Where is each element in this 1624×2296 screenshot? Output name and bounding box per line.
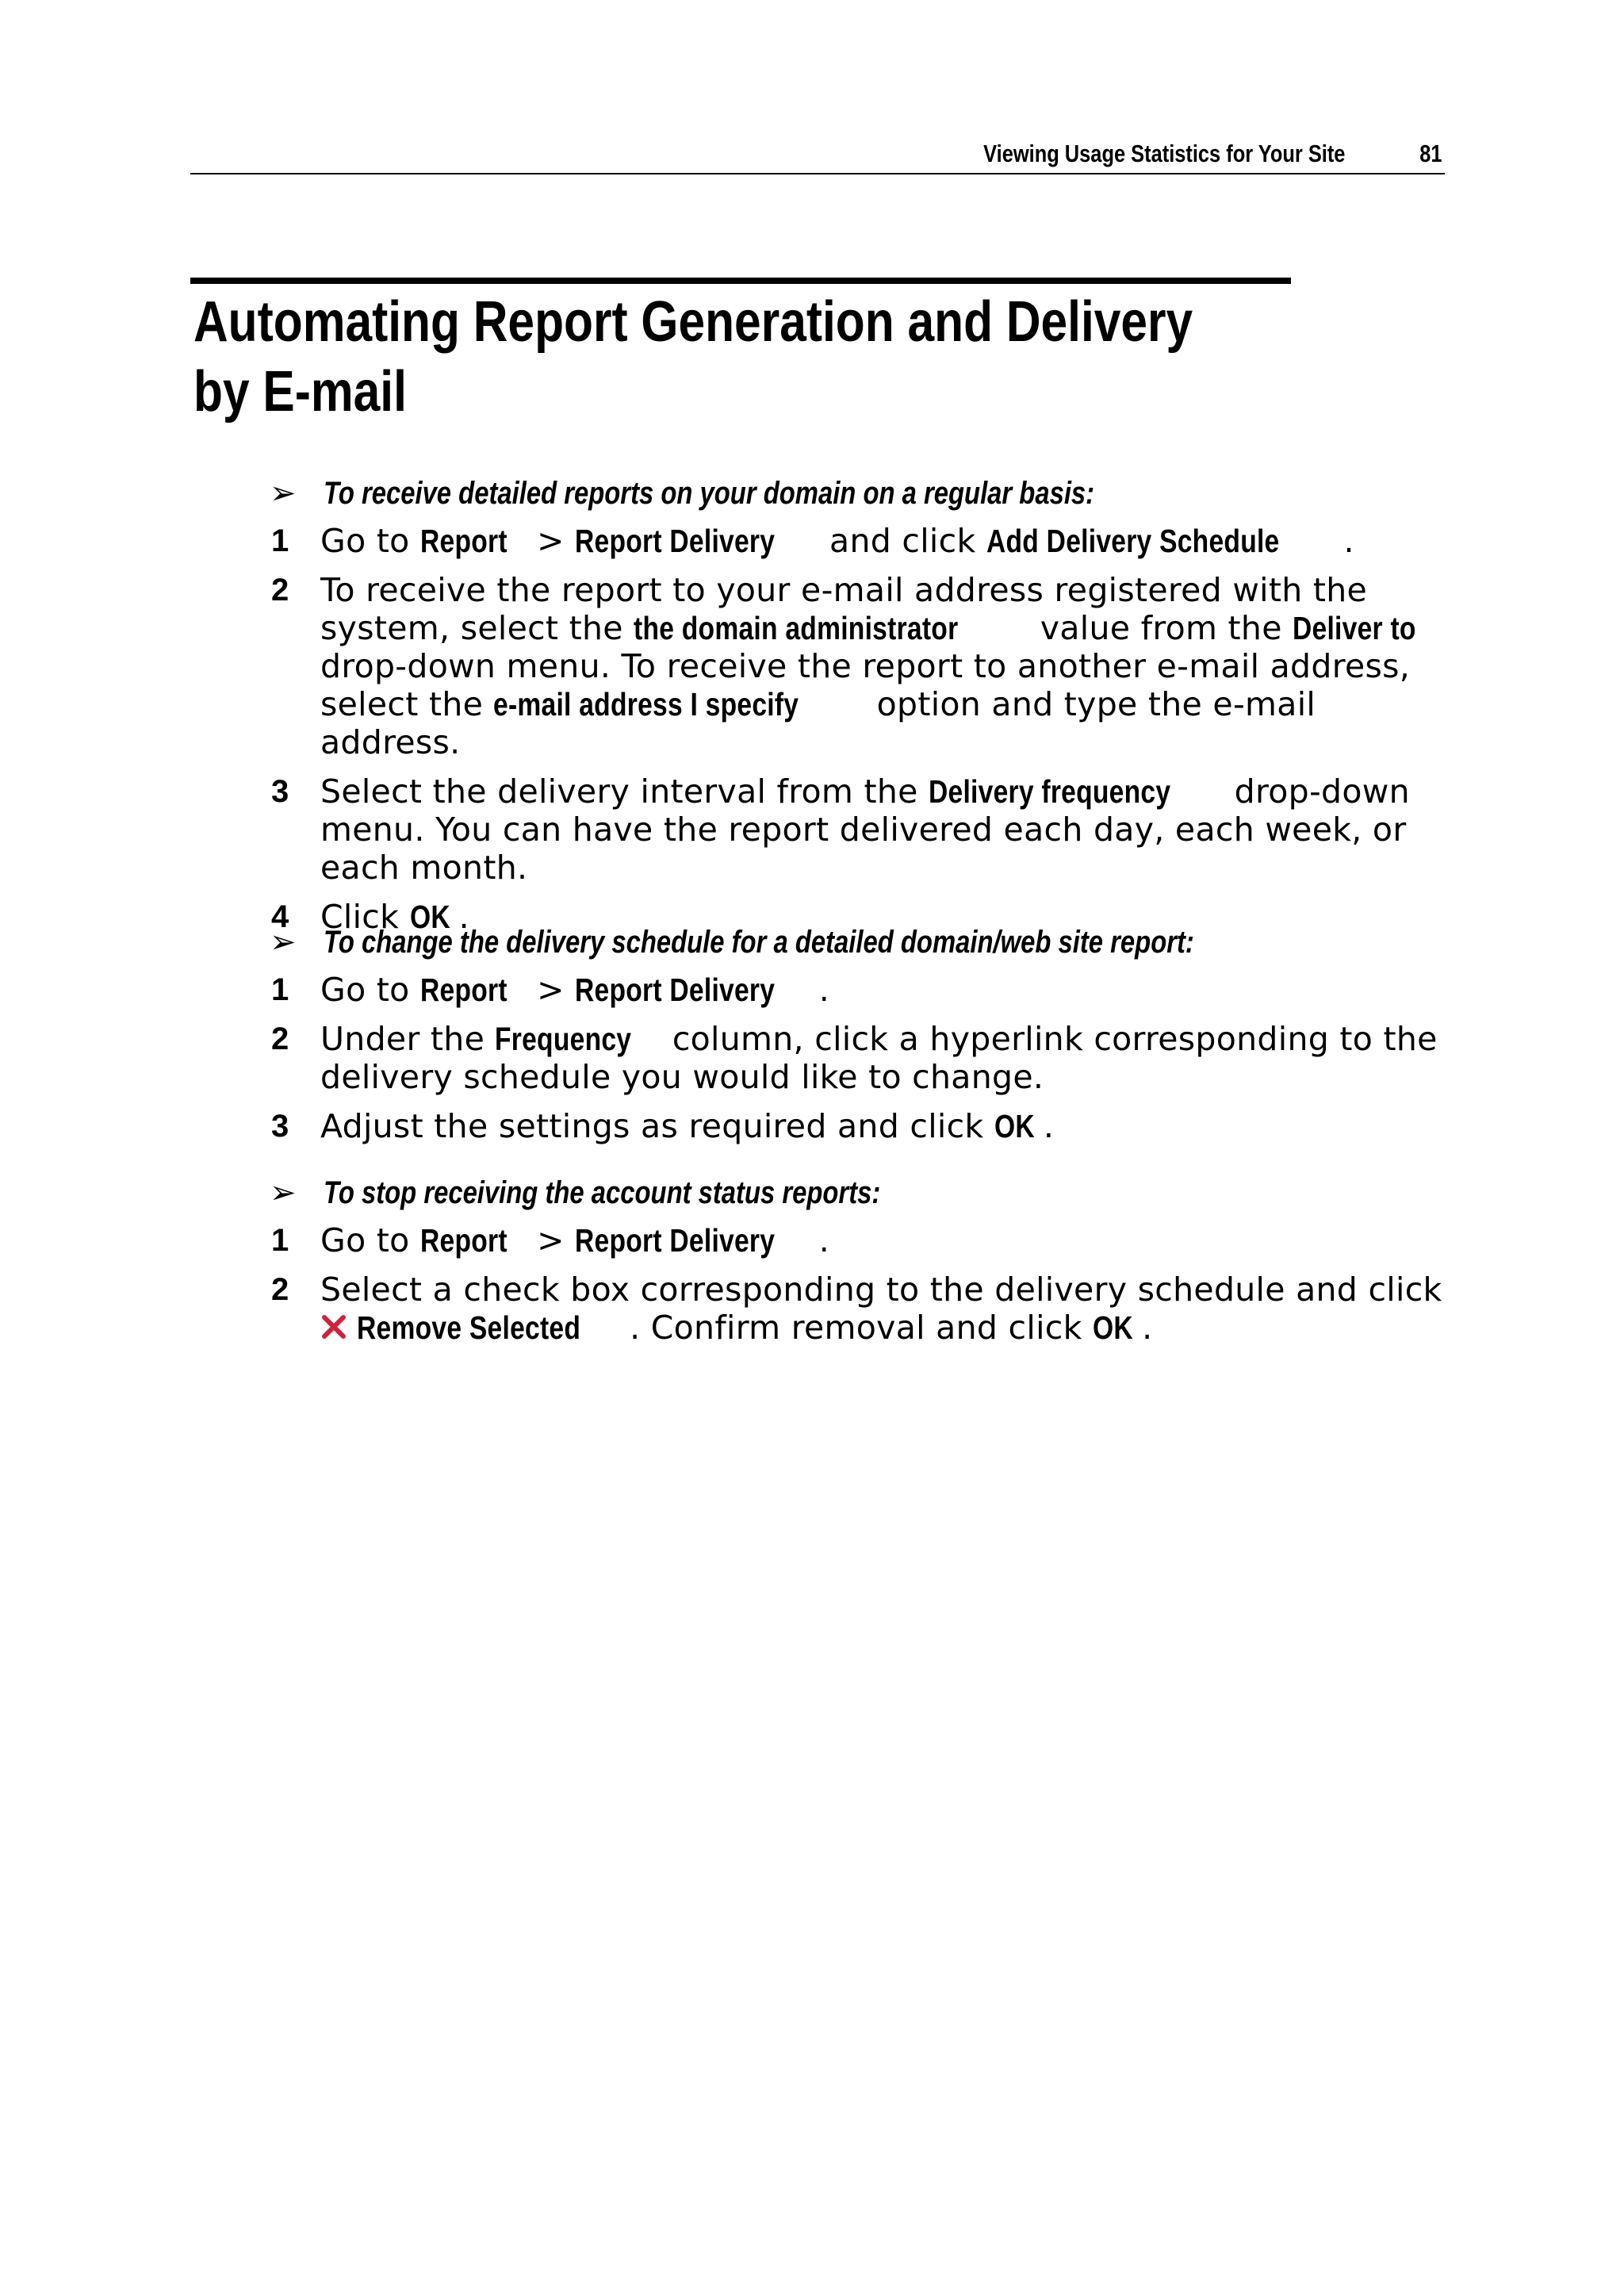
step-item: [0, 522, 1624, 560]
step-number: 3: [271, 774, 289, 809]
step-number: 2: [271, 573, 289, 608]
arrow-right-icon: ➢: [270, 475, 297, 512]
ui-term-domain-administrator: the domain administrator: [634, 610, 959, 646]
procedure-heading: [0, 922, 1624, 971]
procedure-heading-text: To receive detailed reports on your domain on a regular basis:: [324, 476, 1095, 511]
step-text: Go to Report > Report Delivery .: [320, 1221, 830, 1259]
step-number: 2: [271, 1272, 289, 1307]
ui-term-report: Report: [419, 1222, 508, 1259]
ui-term-ok: OK: [994, 1108, 1035, 1144]
arrow-right-icon: ➢: [270, 924, 297, 960]
ui-term-report-delivery: Report Delivery: [575, 972, 776, 1008]
ui-term-report: Report: [419, 523, 508, 559]
step-text: To receive the report to your e-mail address registered with the system, select the the domain administrator value from the Deliver to drop-down menu. To receive the report to another e-mail address, select the e-mail address I specify option and type the e-mail address.: [320, 571, 1416, 761]
step-number: 1: [271, 1223, 289, 1258]
ui-term-remove-selected: Remove Selected: [357, 1309, 581, 1346]
ui-term-ok: OK: [409, 899, 450, 935]
step-number: 2: [271, 1022, 289, 1056]
procedure-heading: [0, 473, 1624, 522]
remove-x-icon: [320, 1310, 347, 1348]
ui-term-delivery-frequency: Delivery frequency: [929, 773, 1171, 810]
page-title-line1: Automating Report Generation and Delivery: [193, 290, 1193, 354]
step-item: [0, 1020, 1624, 1096]
step-number: 1: [271, 972, 289, 1007]
ui-term-report: Report: [419, 972, 508, 1008]
step-item: [0, 772, 1624, 887]
procedure-heading-text: To stop receiving the account status reports:: [324, 1175, 881, 1210]
page-title-line2: by E-mail: [193, 360, 407, 424]
step-number: 1: [271, 523, 289, 558]
step-item: [0, 1271, 1624, 1348]
step-item: [0, 1107, 1624, 1145]
ui-term-frequency: Frequency: [495, 1021, 632, 1057]
page-number: 81: [1419, 140, 1442, 167]
step-number: 3: [271, 1109, 289, 1144]
title-rule: [190, 278, 1291, 284]
ui-term-report-delivery: Report Delivery: [575, 523, 776, 559]
step-text: Adjust the settings as required and click OK .: [320, 1107, 1055, 1145]
ui-term-ok: OK: [1092, 1309, 1133, 1346]
ui-term-deliver-to: Deliver to: [1293, 610, 1416, 646]
step-text: Select a check box corresponding to the delivery schedule and click Remove Selected . Confirm removal and click OK .: [320, 1271, 1442, 1347]
procedure-heading: [0, 1172, 1624, 1221]
step-number: 4: [271, 899, 289, 934]
step-text: Click OK .: [320, 898, 469, 936]
step-item: [0, 971, 1624, 1009]
step-item: [0, 571, 1624, 761]
step-text: Select the delivery interval from the Delivery frequency drop-down menu. You can have the report delivered each day, each week, or each month.: [320, 772, 1410, 887]
ui-term-add-delivery-schedule: Add Delivery Schedule: [986, 523, 1280, 559]
procedure-receive-reports: [0, 473, 1624, 947]
header-section-title: Viewing Usage Statistics for Your Site: [982, 140, 1345, 167]
arrow-right-icon: ➢: [270, 1175, 297, 1211]
ui-term-report-delivery: Report Delivery: [575, 1222, 776, 1259]
step-text: Under the Frequency column, click a hyperlink corresponding to the delivery schedule you would like to change.: [320, 1020, 1438, 1096]
procedure-stop-reports: [0, 1172, 1624, 1359]
procedure-heading-text: To change the delivery schedule for a detailed domain/web site report:: [324, 925, 1194, 960]
step-text: Go to Report > Report Delivery .: [320, 971, 830, 1009]
page-title: [193, 287, 1259, 427]
running-header: [190, 136, 1445, 174]
step-text: Go to Report > Report Delivery and click Add Delivery Schedule .: [320, 522, 1354, 560]
procedure-change-schedule: [0, 922, 1624, 1156]
ui-term-email-address-i-specify: e-mail address I specify: [493, 686, 799, 723]
step-item: [0, 1221, 1624, 1259]
